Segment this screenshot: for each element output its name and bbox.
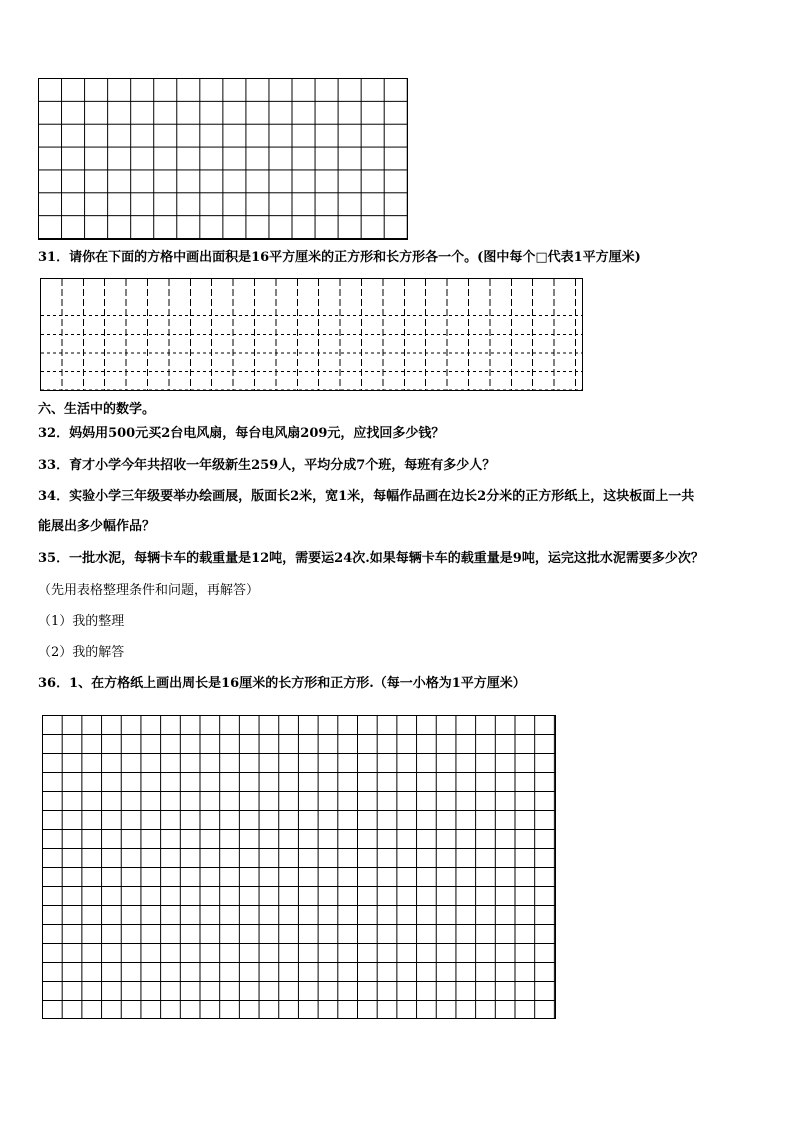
section-heading: 六、生活中的数学。: [38, 402, 156, 417]
question-34-line2: 能展出多少幅作品？: [38, 519, 156, 534]
dashed-grid-paper-q31: [40, 278, 583, 391]
question-31: 31．请你在下面的方格中画出面积是16平方厘米的正方形和长方形各一个。(图中每个□代表1平方厘米): [38, 250, 641, 265]
question-35-note: （先用表格整理条件和问题，再解答）: [38, 583, 260, 598]
question-36: 36．1、在方格纸上画出周长是16厘米的长方形和正方形.（每一小格为1平方厘米）: [38, 676, 526, 691]
question-35: 35．一批水泥，每辆卡车的载重量是12吨，需要运24次.如果每辆卡车的载重量是9吨，运完这批水泥需要多少次？: [38, 551, 704, 566]
question-33: 33．育才小学今年共招收一年级新生259人，平均分成7个班，每班有多少人？: [38, 458, 496, 473]
grid-paper-top: [38, 78, 408, 240]
question-32: 32．妈妈用500元买2台电风扇，每台电风扇209元，应找回多少钱？: [38, 426, 445, 441]
grid-paper-q36: [42, 715, 556, 1019]
question-34-line1: 34．实验小学三年级要举办绘画展，版面长2米，宽1米，每幅作品画在边长2分米的正方形纸上，这块板面上一共: [38, 489, 695, 504]
question-35-part1: （1）我的整理: [38, 614, 125, 629]
question-35-part2: （2）我的解答: [38, 645, 125, 660]
